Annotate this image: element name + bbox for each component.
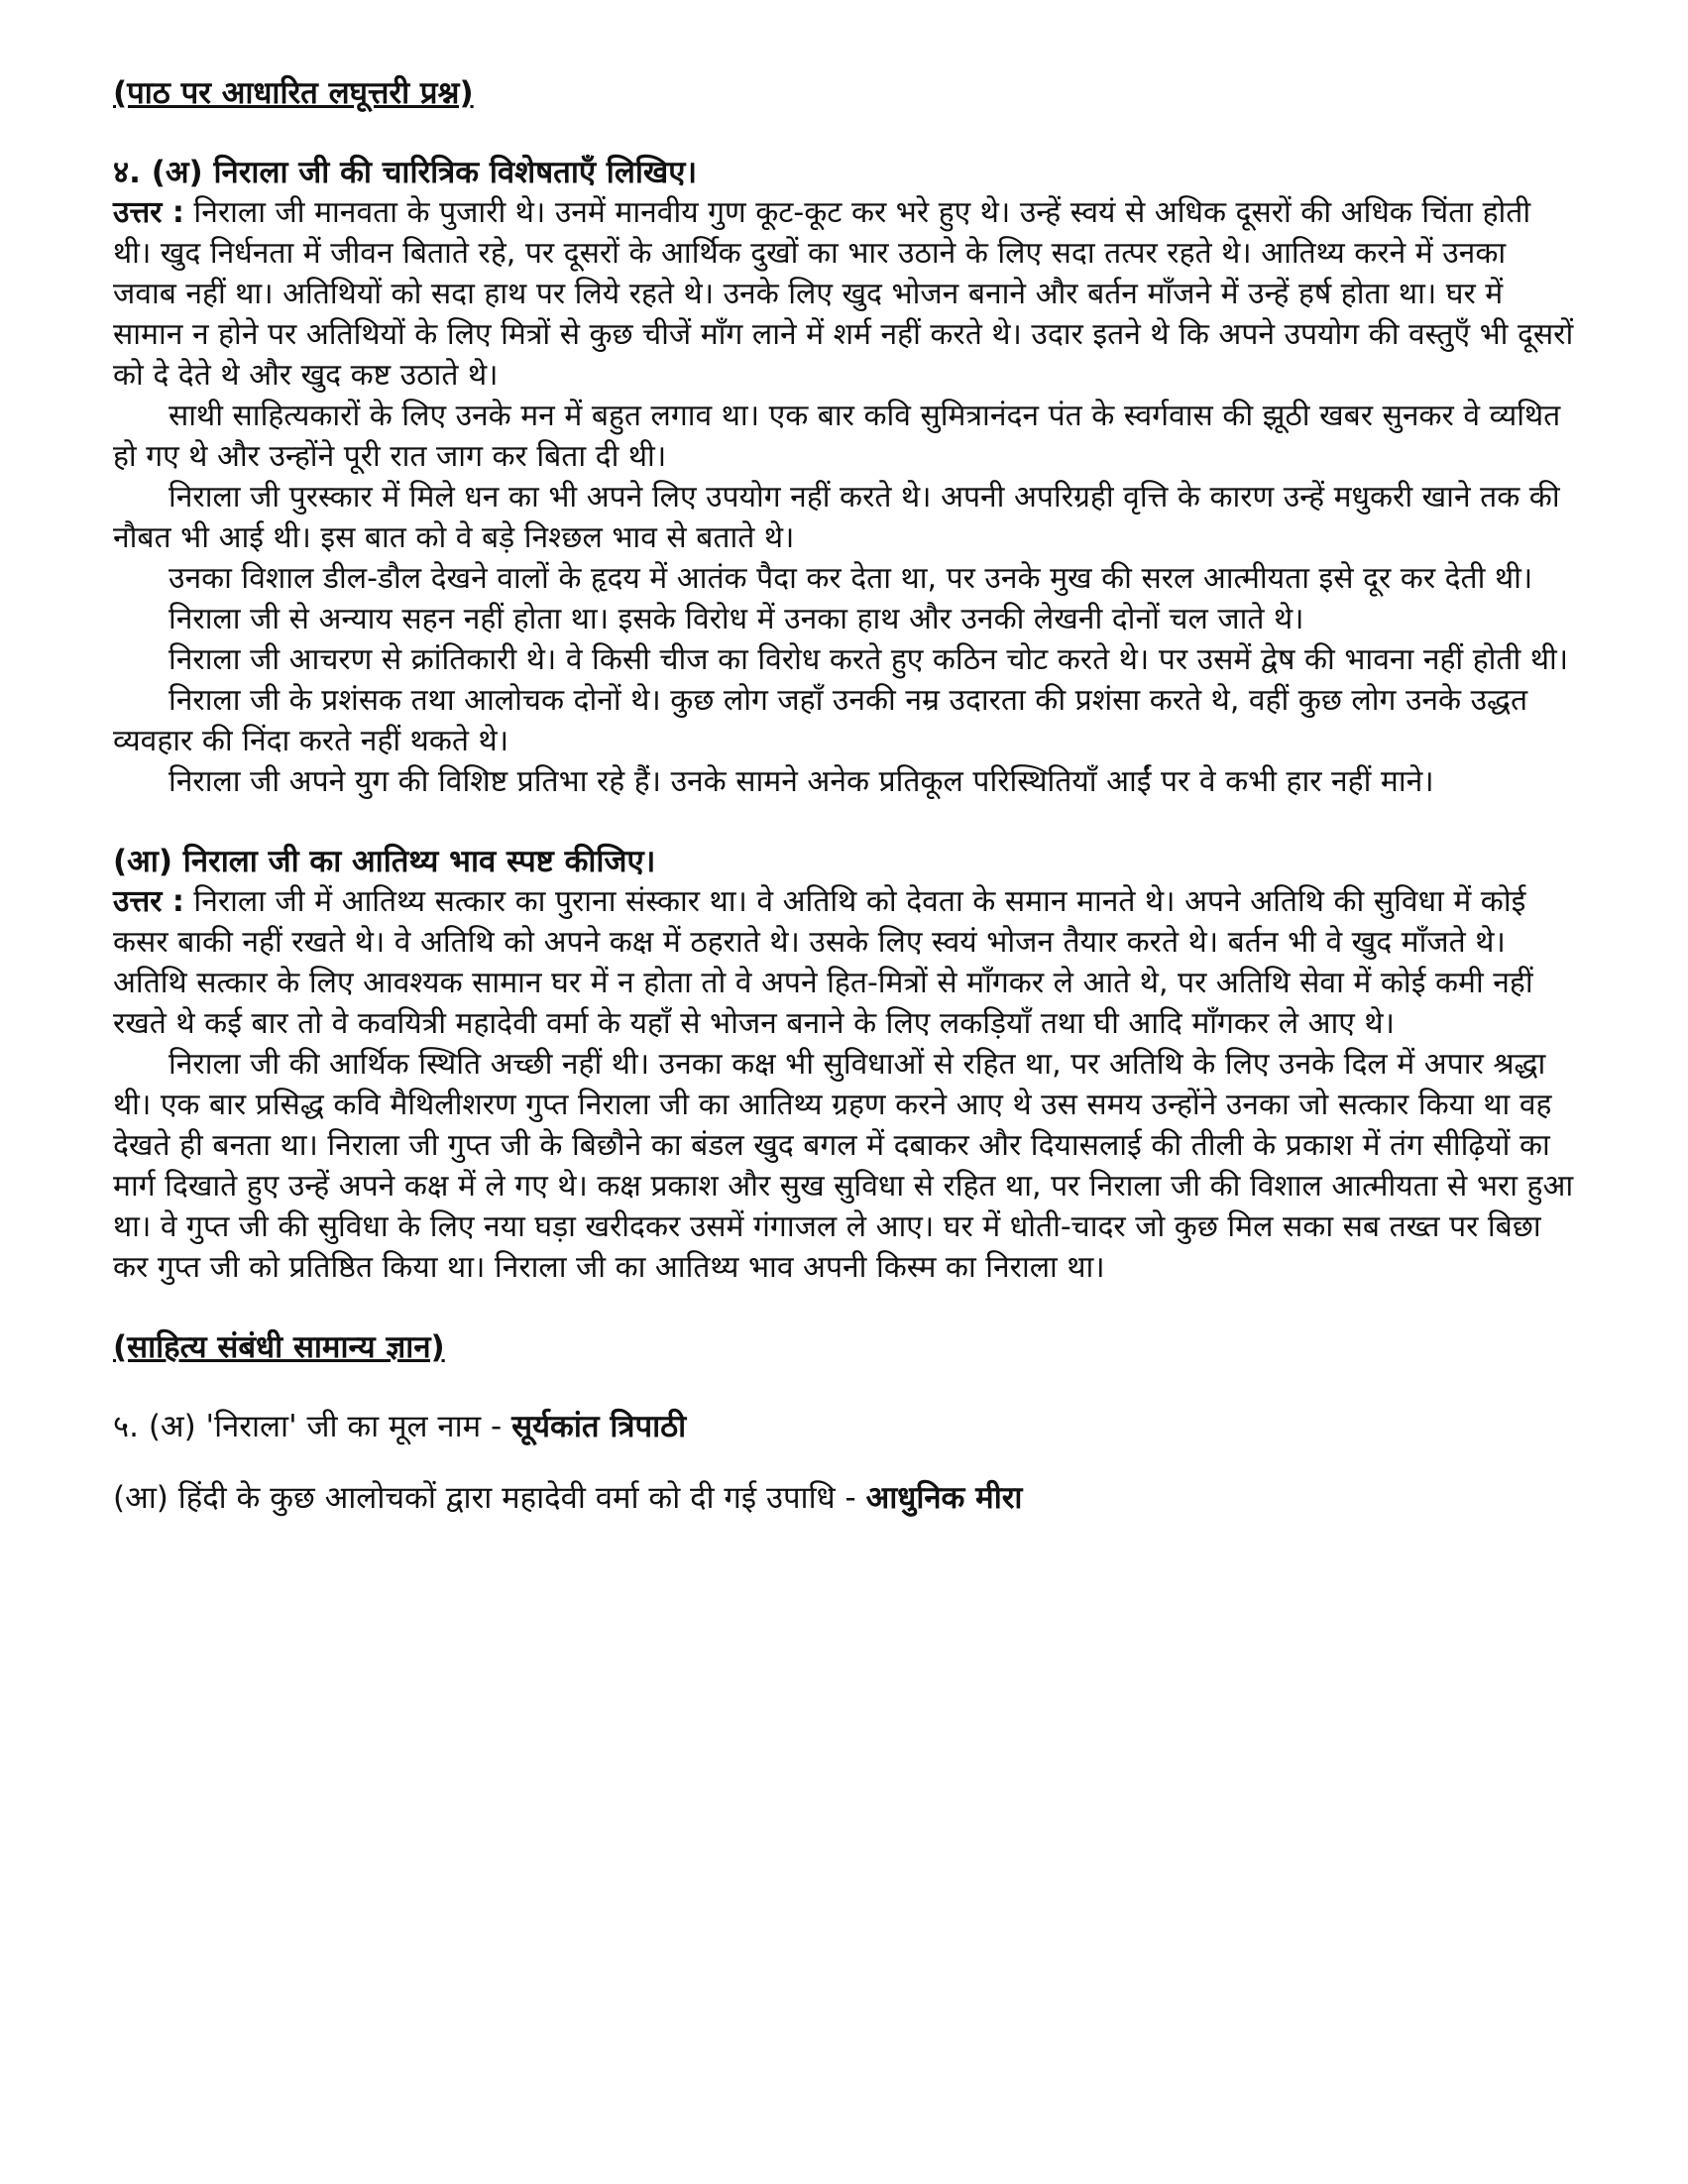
- answer-4a-para-4: उनका विशाल डील-डौल देखने वालों के हृदय में आतंक पैदा कर देता था, पर उनके मुख की सरल आत्मीयता इसे दूर कर देती थी।: [169, 561, 1533, 596]
- gk-item-5b: [113, 1478, 1576, 1518]
- question-block-4a: [113, 153, 1576, 802]
- question-block-4b: [113, 842, 1576, 1288]
- question-4b: (आ) निराला जी का आतिथ्य भाव स्पष्ट कीजिए।: [113, 844, 656, 879]
- gk-item-5a-prefix: ५. (अ) 'निराला' जी का मूल नाम -: [113, 1409, 512, 1444]
- document-page: [113, 73, 1576, 1550]
- section-heading-short-questions: (पाठ पर आधारित लघूत्तरी प्रश्न): [113, 75, 474, 111]
- answer-4a-para-1: [113, 192, 1576, 396]
- gk-item-5b-prefix: (आ) हिंदी के कुछ आलोचकों द्वारा महादेवी वर्मा को दी गई उपाधि -: [113, 1480, 866, 1516]
- answer-label: उत्तर :: [113, 884, 184, 919]
- answer-text: निराला जी मानवता के पुजारी थे। उनमें मानवीय गुण कूट-कूट कर भरे हुए थे। उन्हें स्वयं से अधिक दूसरों की अधिक चिंता होती थी। खुद निर्धनता में जीवन बिताते रहे, पर दूसरों के आर्थिक दुखों का भार उठाने के लिए सदा तत्पर रहते थे। आतिथ्य करने में उनका जवाब नहीं था। अतिथियों को सदा हाथ पर लिये रहते थे। उनके लिए खुद भोजन बनाने और बर्तन माँजने में उन्हें हर्ष होता था। घर में सामान न होने पर अतिथियों के लिए मित्रों से कुछ चीजें माँग लाने में शर्म नहीं करते थे। उदार इतने थे कि अपने उपयोग की वस्तुएँ भी दूसरों को दे देते थे और खुद कष्ट उठाते थे।: [113, 195, 1574, 393]
- answer-4a-para-8: निराला जी अपने युग की विशिष्ट प्रतिभा रहे हैं। उनके सामने अनेक प्रतिकूल परिस्थितियाँ आईं पर वे कभी हार नहीं माने।: [169, 764, 1434, 799]
- answer-4a-para-5: निराला जी से अन्याय सहन नहीं होता था। इसके विरोध में उनका हाथ और उनकी लेखनी दोनों चल जाते थे।: [169, 602, 1304, 636]
- answer-text: निराला जी में आतिथ्य सत्कार का पुराना संस्कार था। वे अतिथि को देवता के समान मानते थे। अपने अतिथि की सुविधा में कोई कसर बाकी नहीं रखते थे। वे अतिथि को अपने कक्ष में ठहराते थे। उसके लिए स्वयं भोजन तैयार करते थे। बर्तन भी वे खुद माँजते थे। अतिथि सत्कार के लिए आवश्यक सामान घर में न होता तो वे अपने हित-मित्रों से माँगकर ले आते थे, पर अतिथि सेवा में कोई कमी नहीं रखते थे कई बार तो वे कवयित्री महादेवी वर्मा के यहाँ से भोजन बनाने के लिए लकड़ियाँ तथा घी आदि माँगकर ले आए थे।: [113, 884, 1533, 1041]
- gk-item-5b-answer: आधुनिक मीरा: [865, 1480, 1023, 1516]
- answer-label: उत्तर :: [113, 195, 184, 230]
- answer-4a-para-3: निराला जी पुरस्कार में मिले धन का भी अपने लिए उपयोग नहीं करते थे। अपनी अपरिग्रही वृत्ति के कारण उन्हें मधुकरी खाने तक की नौबत भी आई थी। इस बात को वे बड़े निश्छल भाव से बताते थे।: [113, 480, 1560, 555]
- answer-4a-para-6: निराला जी आचरण से क्रांतिकारी थे। वे किसी चीज का विरोध करते हुए कठिन चोट करते थे। पर उसमें द्वेष की भावना नहीं होती थी।: [169, 642, 1569, 677]
- answer-4b-para-1: [113, 881, 1576, 1044]
- gk-item-5a-answer: सूर्यकांत त्रिपाठी: [511, 1409, 687, 1444]
- gk-item-5a: [113, 1407, 1576, 1446]
- question-4a: ४. (अ) निराला जी की चारित्रिक विशेषताएँ लिखिए।: [113, 155, 698, 190]
- answer-4a-para-7: निराला जी के प्रशंसक तथा आलोचक दोनों थे। कुछ लोग जहाँ उनकी नम्र उदारता की प्रशंसा करते थे, वहीं कुछ लोग उनके उद्धत व्यवहार की निंदा करते नहीं थकते थे।: [113, 683, 1528, 758]
- answer-4a-para-2: साथी साहित्यकारों के लिए उनके मन में बहुत लगाव था। एक बार कवि सुमित्रानंदन पंत के स्वर्गवास की झूठी खबर सुनकर वे व्यथित हो गए थे और उन्होंने पूरी रात जाग कर बिता दी थी।: [113, 399, 1561, 474]
- section-heading-general-knowledge: (साहित्य संबंधी सामान्य ज्ञान): [113, 1329, 445, 1365]
- answer-4b-para-2: निराला जी की आर्थिक स्थिति अच्छी नहीं थी। उनका कक्ष भी सुविधाओं से रहित था, पर अतिथि के लिए उनके दिल में अपार श्रद्धा थी। एक बार प्रसिद्ध कवि मैथिलीशरण गुप्त निराला जी का आतिथ्य ग्रहण करने आए थे उस समय उन्होंने उनका जो सत्कार किया था वह देखते ही बनता था। निराला जी गुप्त जी के बिछौने का बंडल खुद बगल में दबाकर और दियासलाई की तीली के प्रकाश में तंग सीढ़ियों का मार्ग दिखाते हुए उन्हें अपने कक्ष में ले गए थे। कक्ष प्रकाश और सुख सुविधा से रहित था, पर निराला जी की विशाल आत्मीयता से भरा हुआ था। वे गुप्त जी की सुविधा के लिए नया घड़ा खरीदकर उसमें गंगाजल ले आए। घर में धोती-चादर जो कुछ मिल सका सब तख्त पर बिछा कर गुप्त जी को प्रतिष्ठित किया था। निराला जी का आतिथ्य भाव अपनी किस्म का निराला था।: [113, 1047, 1574, 1285]
